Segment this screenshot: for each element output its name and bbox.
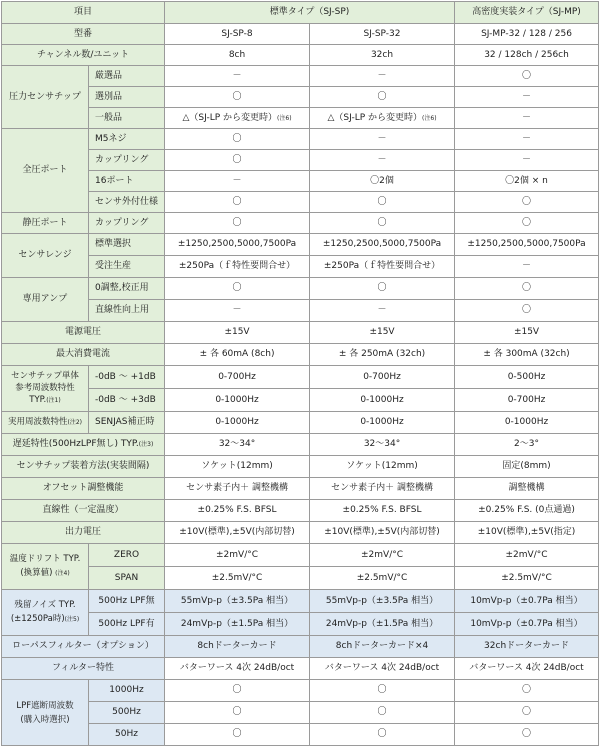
cell: 32～34° xyxy=(165,434,310,456)
cell: 〇 xyxy=(165,129,310,150)
cell: 8chドーターカード×4 xyxy=(310,636,455,658)
cell: ± 各 300mA (32ch) xyxy=(455,344,599,366)
cell: バターワース 4次 24dB/oct xyxy=(165,658,310,680)
row-label: 出力電圧 xyxy=(2,522,165,544)
group-line: 残留ノイズ TYP. xyxy=(14,600,76,610)
cell: ±15V xyxy=(455,322,599,344)
group-label: 全圧ポート xyxy=(2,129,89,213)
row-chip-2 xyxy=(2,87,599,108)
row-label: センサチップ装着方法(実装間隔) xyxy=(2,456,165,478)
row-delay xyxy=(2,434,599,456)
header-row xyxy=(2,2,599,24)
group-label: センサレンジ xyxy=(2,234,89,278)
cell: SJ-SP-32 xyxy=(310,24,455,45)
sub-label: 500Hz xyxy=(89,702,165,724)
cell: 〇 xyxy=(310,87,455,108)
group-label xyxy=(2,590,89,636)
cell: 0-700Hz xyxy=(165,366,310,389)
row-linearity xyxy=(2,500,599,522)
cell: 〇 xyxy=(165,192,310,213)
row-label: オフセット調整機能 xyxy=(2,478,165,500)
sub-label: 0調整,校正用 xyxy=(89,278,165,300)
row-amp-1 xyxy=(2,278,599,300)
group-label xyxy=(2,680,89,746)
cell: － xyxy=(165,171,310,192)
row-practical xyxy=(2,412,599,434)
cell: 10mVp-p（±0.7Pa 相当） xyxy=(455,590,599,613)
row-label: チャンネル数/ユニット xyxy=(2,45,165,66)
group-label xyxy=(2,544,89,590)
sub-label: SPAN xyxy=(89,567,165,590)
row-freq-1 xyxy=(2,366,599,389)
cell: 〇2個 xyxy=(310,171,455,192)
row-label: 実用周波数特性(注2) xyxy=(2,412,89,434)
group-line: (換算値) (注4) xyxy=(20,568,70,578)
cell: ±1250,2500,5000,7500Pa xyxy=(455,234,599,256)
cell: 0-1000Hz xyxy=(455,412,599,434)
note: (注3) xyxy=(138,441,154,448)
row-lpf xyxy=(2,636,599,658)
cell: 0-1000Hz xyxy=(165,412,310,434)
sub-label: M5ネジ xyxy=(89,129,165,150)
note: (注6) xyxy=(422,114,437,122)
note: (注2) xyxy=(67,419,82,426)
sub-label: 16ポート xyxy=(89,171,165,192)
row-total-2 xyxy=(2,150,599,171)
cell: ± 各 60mA (8ch) xyxy=(165,344,310,366)
group-line: 温度ドリフト TYP. xyxy=(9,554,81,564)
row-cutoff-1 xyxy=(2,680,599,702)
cell: ±250Pa（ｆ特性要問合せ） xyxy=(310,256,455,278)
cell: ソケット(12mm) xyxy=(165,456,310,478)
group-line: センサチップ単体 xyxy=(11,371,79,381)
cell: 固定(8mm) xyxy=(455,456,599,478)
cell: 〇 xyxy=(165,702,310,724)
row-chip-1 xyxy=(2,66,599,87)
cell: 〇2個 × n xyxy=(455,171,599,192)
cell: 0-500Hz xyxy=(455,366,599,389)
cell: ±10V(標準),±5V(指定) xyxy=(455,522,599,544)
cell-text: △（SJ-LP から変更時） xyxy=(327,112,423,123)
sub-label: センサ外付仕様 xyxy=(89,192,165,213)
cell: － xyxy=(310,150,455,171)
cell: 〇 xyxy=(165,724,310,746)
cell: 32chドーターカード xyxy=(455,636,599,658)
sub-label: ZERO xyxy=(89,544,165,567)
cell: 〇 xyxy=(455,300,599,322)
cell: － xyxy=(310,129,455,150)
row-freq-2 xyxy=(2,389,599,412)
row-range-2 xyxy=(2,256,599,278)
cell: 24mVp-p（±1.5Pa 相当） xyxy=(310,613,455,636)
note: (注6) xyxy=(277,114,292,122)
cell xyxy=(310,108,455,129)
row-label: 遅延特性(500HzLPF無し) TYP.(注3) xyxy=(2,434,165,456)
cell: 〇 xyxy=(455,680,599,702)
cell: 〇 xyxy=(165,150,310,171)
cell: 〇 xyxy=(455,66,599,87)
cell: 〇 xyxy=(455,724,599,746)
row-total-4 xyxy=(2,192,599,213)
cell xyxy=(165,108,310,129)
row-label: 直線性（一定温度） xyxy=(2,500,165,522)
sub-label: 選別品 xyxy=(89,87,165,108)
cell: 〇 xyxy=(455,192,599,213)
sub-label: -0dB ～ +1dB xyxy=(89,366,165,389)
header-hd: 高密度実装タイプ（SJ-MP) xyxy=(455,2,599,24)
cell: ±2mV/°C xyxy=(310,544,455,567)
cell: 〇 xyxy=(165,278,310,300)
cell: ± 各 250mA (32ch) xyxy=(310,344,455,366)
group-label: 専用アンプ xyxy=(2,278,89,322)
cell: 0-1000Hz xyxy=(310,412,455,434)
cell: 〇 xyxy=(310,192,455,213)
sub-label: 500Hz LPF有 xyxy=(89,613,165,636)
row-amp-2 xyxy=(2,300,599,322)
cell: － xyxy=(455,129,599,150)
row-model xyxy=(2,24,599,45)
cell: ±0.25% F.S. BFSL xyxy=(165,500,310,522)
cell: ±10V(標準),±5V(内部切替) xyxy=(165,522,310,544)
cell: 調整機構 xyxy=(455,478,599,500)
spec-table xyxy=(1,1,599,746)
row-mount xyxy=(2,456,599,478)
row-static xyxy=(2,213,599,234)
cell: 2～3° xyxy=(455,434,599,456)
row-voltage xyxy=(2,322,599,344)
cell: 〇 xyxy=(310,680,455,702)
cell: 0-1000Hz xyxy=(310,389,455,412)
cell: － xyxy=(165,66,310,87)
cell: ±0.25% F.S. (0点通過) xyxy=(455,500,599,522)
group-line: (±1250Pa時)(注5) xyxy=(10,614,80,624)
row-output xyxy=(2,522,599,544)
sub-label: カップリング xyxy=(89,213,165,234)
cell: 〇 xyxy=(165,680,310,702)
cell: － xyxy=(165,300,310,322)
cell: SJ-MP-32 / 128 / 256 xyxy=(455,24,599,45)
cell: ±2mV/°C xyxy=(455,544,599,567)
sub-label: 50Hz xyxy=(89,724,165,746)
cell: 〇 xyxy=(455,278,599,300)
row-range-1 xyxy=(2,234,599,256)
sub-label: 直線性向上用 xyxy=(89,300,165,322)
row-cutoff-2 xyxy=(2,702,599,724)
cell: センサ素子内＋ 調整機構 xyxy=(165,478,310,500)
cell-text: △（SJ-LP から変更時） xyxy=(182,112,278,123)
cell: センサ素子内＋ 調整機構 xyxy=(310,478,455,500)
row-cutoff-3 xyxy=(2,724,599,746)
note: (注5) xyxy=(64,616,80,623)
row-noise-2 xyxy=(2,613,599,636)
cell: 32 / 128ch / 256ch xyxy=(455,45,599,66)
cell: 〇 xyxy=(310,278,455,300)
cell: － xyxy=(455,108,599,129)
sub-label: 受注生産 xyxy=(89,256,165,278)
cell: － xyxy=(455,150,599,171)
cell: 〇 xyxy=(310,724,455,746)
row-drift-2 xyxy=(2,567,599,590)
sub-label: -0dB ～ +3dB xyxy=(89,389,165,412)
cell: 55mVp-p（±3.5Pa 相当） xyxy=(310,590,455,613)
cell: ±10V(標準),±5V(内部切替) xyxy=(310,522,455,544)
group-line: TYP.(注1) xyxy=(29,395,61,405)
cell: － xyxy=(310,300,455,322)
cell: 32ch xyxy=(310,45,455,66)
sub-label: 500Hz LPF無 xyxy=(89,590,165,613)
row-current xyxy=(2,344,599,366)
cell: 〇 xyxy=(310,702,455,724)
cell: 0-700Hz xyxy=(310,366,455,389)
cell: ±2.5mV/°C xyxy=(165,567,310,590)
sub-label: 厳選品 xyxy=(89,66,165,87)
header-std: 標準タイプ（SJ-SP) xyxy=(165,2,455,24)
cell: 8ch xyxy=(165,45,310,66)
cell: － xyxy=(455,87,599,108)
cell: 24mVp-p（±1.5Pa 相当） xyxy=(165,613,310,636)
cell: 〇 xyxy=(455,702,599,724)
cell: 8chドーターカード xyxy=(165,636,310,658)
row-chip-3 xyxy=(2,108,599,129)
group-line: (購入時選択) xyxy=(20,714,70,725)
row-label: 最大消費電流 xyxy=(2,344,165,366)
cell: ±1250,2500,5000,7500Pa xyxy=(310,234,455,256)
row-noise-1 xyxy=(2,590,599,613)
row-label: ローパスフィルター（オプション） xyxy=(2,636,165,658)
row-filter xyxy=(2,658,599,680)
row-offset xyxy=(2,478,599,500)
cell: SJ-SP-8 xyxy=(165,24,310,45)
cell: 〇 xyxy=(165,213,310,234)
row-label: フィルター特性 xyxy=(2,658,165,680)
row-total-1 xyxy=(2,129,599,150)
row-label: 電源電圧 xyxy=(2,322,165,344)
cell: バターワース 4次 24dB/oct xyxy=(310,658,455,680)
sub-label: 標準選択 xyxy=(89,234,165,256)
cell: バターワース 4次 24dB/oct xyxy=(455,658,599,680)
cell: ソケット(12mm) xyxy=(310,456,455,478)
cell: ±2.5mV/°C xyxy=(310,567,455,590)
sub-label: SENJAS補正時 xyxy=(89,412,165,434)
sub-label: カップリング xyxy=(89,150,165,171)
cell: ±2.5mV/°C xyxy=(455,567,599,590)
cell: 〇 xyxy=(165,87,310,108)
group-label xyxy=(2,366,89,412)
cell: ±2mV/°C xyxy=(165,544,310,567)
cell: 0-700Hz xyxy=(455,389,599,412)
cell: － xyxy=(455,256,599,278)
cell: 32～34° xyxy=(310,434,455,456)
cell: ±1250,2500,5000,7500Pa xyxy=(165,234,310,256)
cell: ±0.25% F.S. BFSL xyxy=(310,500,455,522)
sub-label: 一般品 xyxy=(89,108,165,129)
note: (注1) xyxy=(46,397,61,404)
group-label: 圧力センサチップ xyxy=(2,66,89,129)
note: (注4) xyxy=(55,570,70,577)
cell: 〇 xyxy=(455,213,599,234)
row-label: 型番 xyxy=(2,24,165,45)
cell: 10mVp-p（±0.7Pa 相当） xyxy=(455,613,599,636)
header-item: 項目 xyxy=(2,2,165,24)
row-channels xyxy=(2,45,599,66)
group-label: 静圧ポート xyxy=(2,213,89,234)
cell: 0-1000Hz xyxy=(165,389,310,412)
cell: 55mVp-p（±3.5Pa 相当） xyxy=(165,590,310,613)
cell: ±15V xyxy=(165,322,310,344)
sub-label: 1000Hz xyxy=(89,680,165,702)
cell: 〇 xyxy=(310,213,455,234)
group-line: 参考周波数特性 xyxy=(15,383,75,393)
cell: ±15V xyxy=(310,322,455,344)
cell: ±250Pa（ｆ特性要問合せ） xyxy=(165,256,310,278)
row-drift-1 xyxy=(2,544,599,567)
row-total-3 xyxy=(2,171,599,192)
cell: － xyxy=(310,66,455,87)
group-line: LPF遮断周波数 xyxy=(16,700,74,711)
